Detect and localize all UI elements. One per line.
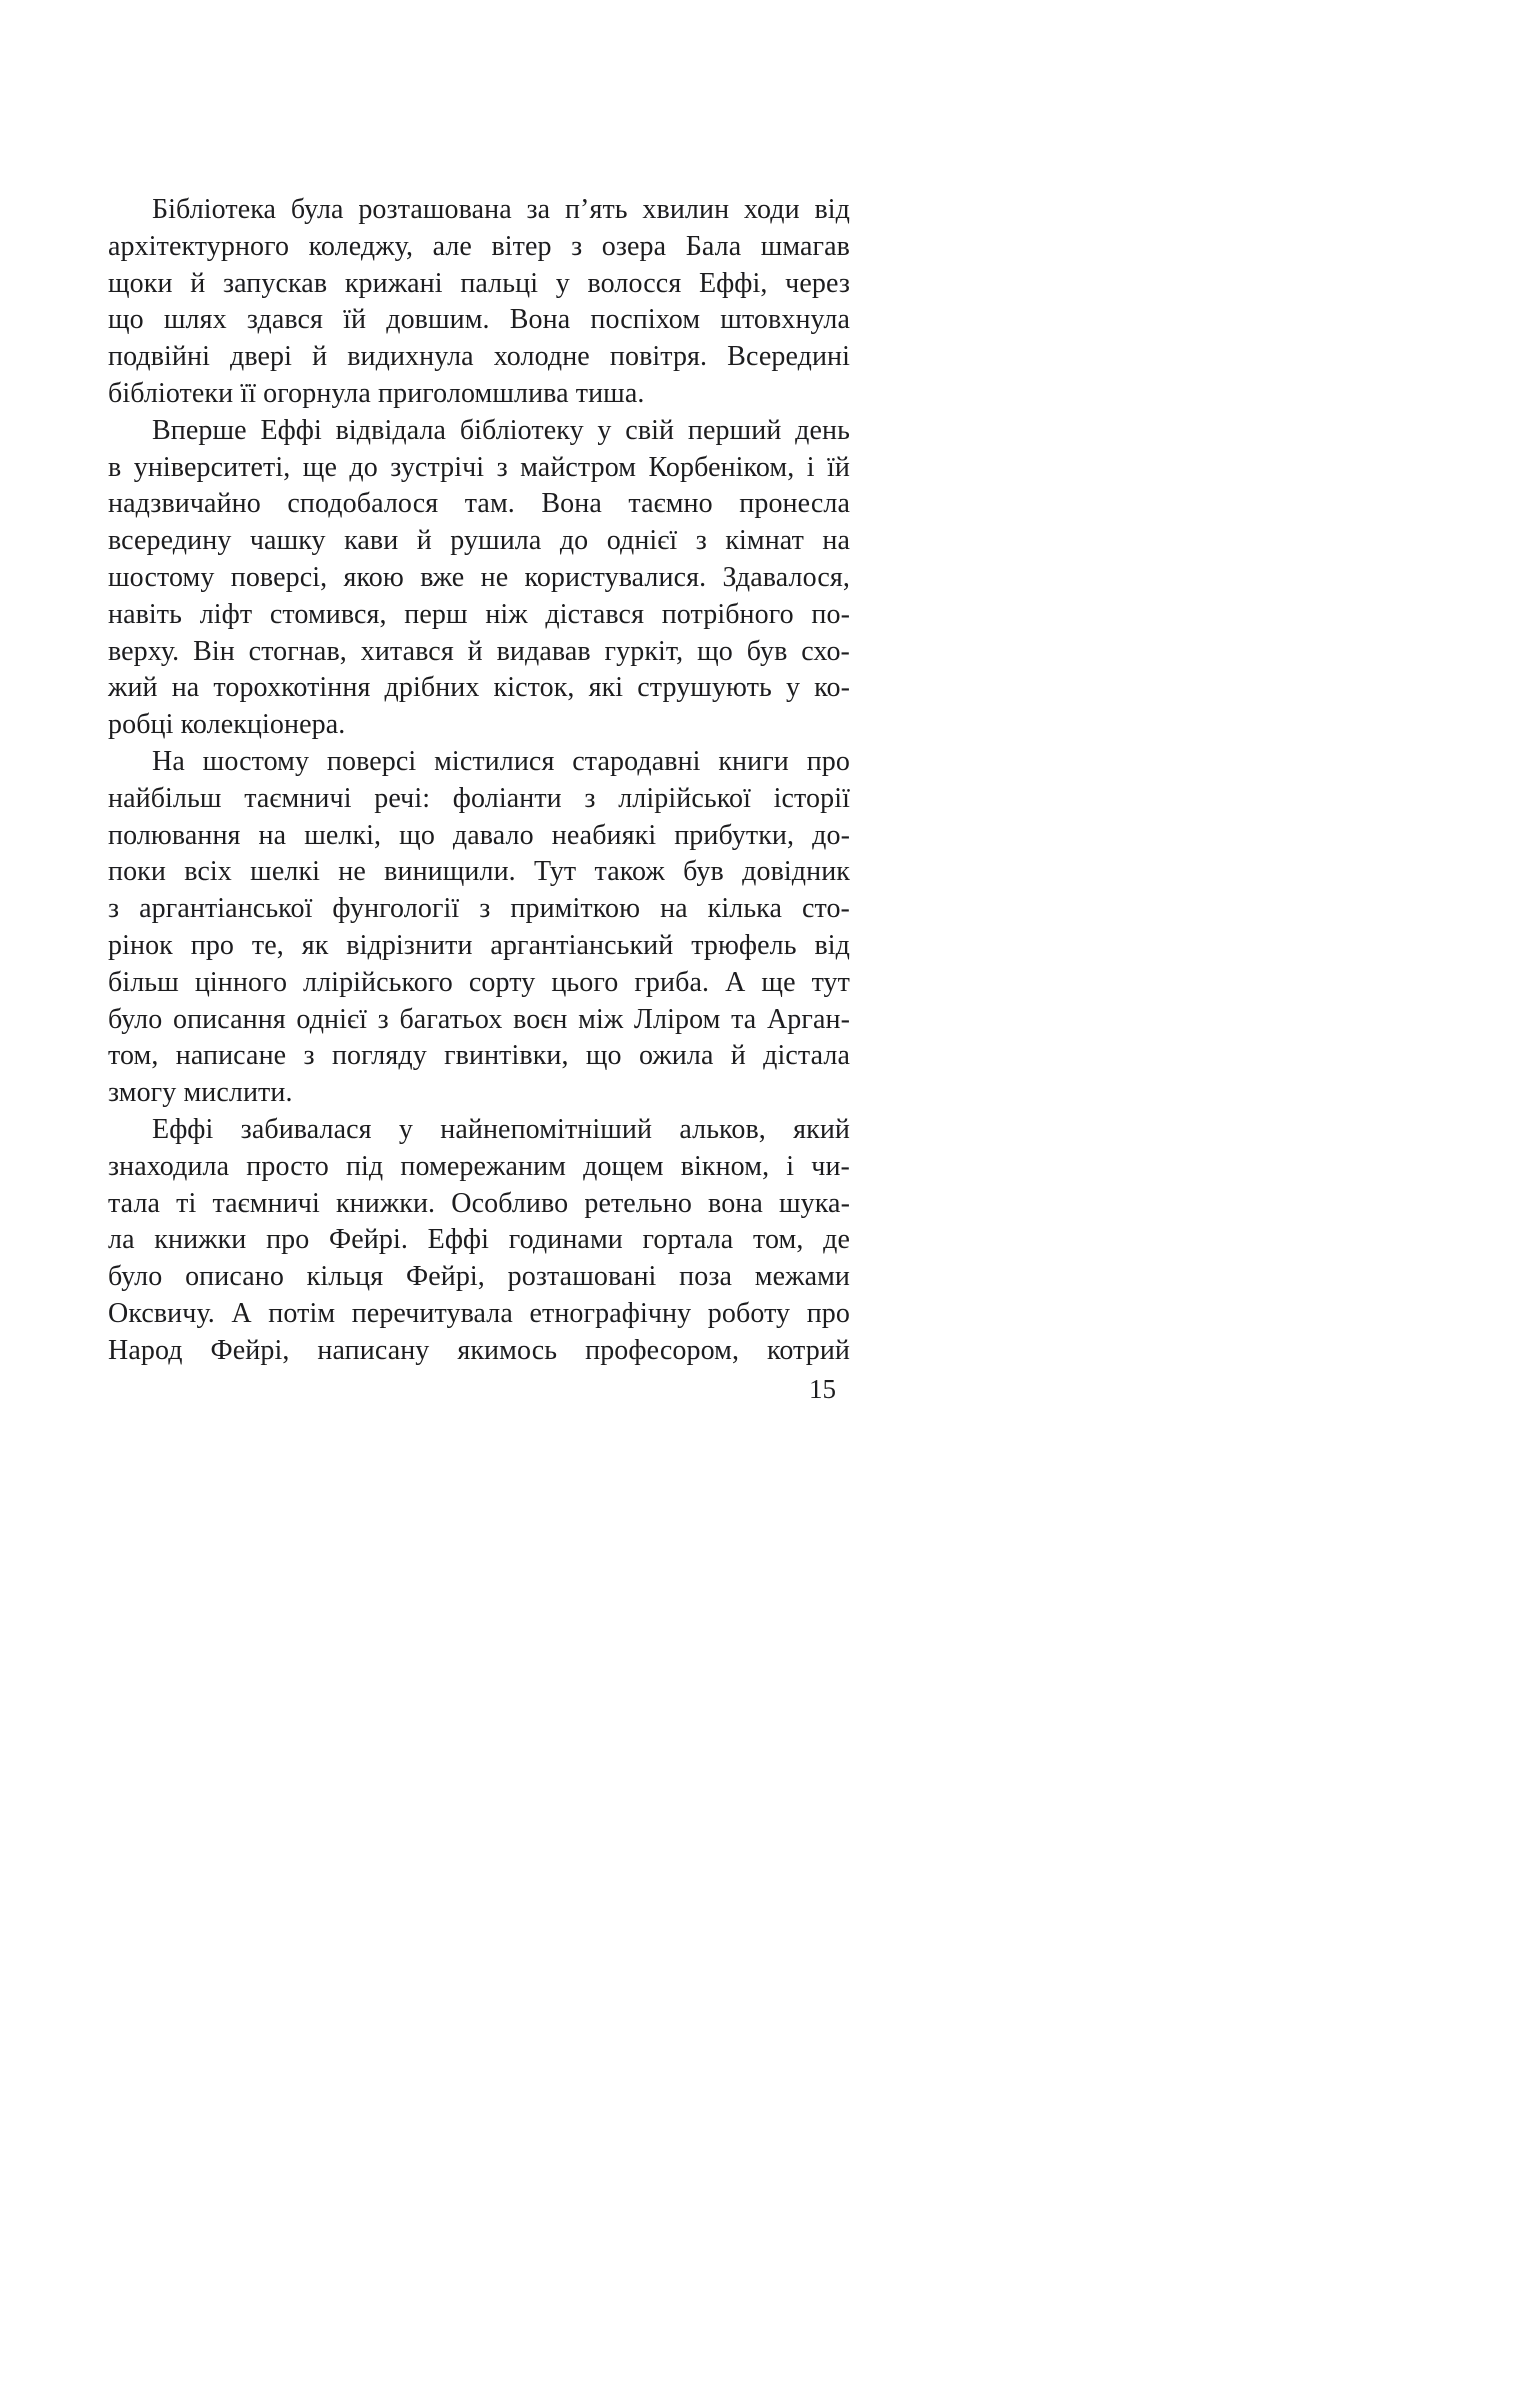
text-line: ла книжки про Фейрі. Еффі годинами гортала том, де	[108, 1224, 850, 1256]
text-line: Бібліотека була розташована за п’ять хвилин ходи від	[152, 194, 850, 225]
text-line: Еффі забивалася у найнепомітніший альков, який	[152, 1113, 850, 1145]
text-line: полювання на шелкі, що давало неабиякі прибутки, до-	[108, 819, 850, 851]
text-line: знаходила просто під помережаним дощем вікном, і чи-	[108, 1150, 850, 1182]
text-line: всередину чашку кави й рушила до однієї з кімнат на	[108, 525, 850, 557]
text-line: з аргантіанської фунгології з приміткою на кілька сто-	[108, 893, 850, 925]
text-line: більш цінного ллірійського сорту цього гриба. А ще тут	[108, 966, 850, 998]
text-line: Народ Фейрі, написану якимось професором, котрий	[108, 1334, 850, 1366]
text-line: Вперше Еффі відвідала бібліотеку у свій перший день	[152, 414, 850, 446]
text-line: найбільш таємничі речі: фоліанти з ллірійської історії	[108, 782, 850, 814]
text-line: архітектурного коледжу, але вітер з озера Бала шмагав	[108, 230, 850, 262]
text-line: в університеті, ще до зустрічі з майстром Корбеніком, і їй	[108, 451, 850, 483]
body-text	[108, 192, 850, 1370]
text-line: жий на торохкотіння дрібних кісток, які струшують у ко-	[108, 672, 850, 704]
text-line: верху. Він стогнав, хитався й видавав гуркіт, що був схо-	[108, 635, 850, 667]
text-line: бібліотеки її огорнула приголомшлива тиша.	[108, 377, 645, 409]
text-line: надзвичайно сподобалося там. Вона таємно пронесла	[108, 488, 850, 520]
text-line: робці колекціонера.	[108, 709, 346, 741]
text-line: тала ті таємничі книжки. Особливо ретельно вона шука-	[108, 1187, 850, 1219]
text-line: щоки й запускав крижані пальці у волосся Еффі, через	[108, 267, 850, 299]
text-line: рінок про те, як відрізнити аргантіанський трюфель від	[108, 929, 850, 961]
text-line: том, написане з погляду гвинтівки, що ожила й дістала	[108, 1040, 850, 1072]
text-line: поки всіх шелкі не винищили. Тут також був довідник	[108, 856, 850, 888]
text-line: навіть ліфт стомився, перш ніж дістався потрібного по-	[108, 598, 850, 630]
text-line: змогу мислити.	[108, 1077, 293, 1109]
text-line: подвійні двері й видихнула холодне повітря. Всередині	[108, 341, 850, 373]
page-number: 15	[809, 1374, 836, 1404]
text-line: Оксвичу. А потім перечитувала етнографічну роботу про	[108, 1297, 850, 1329]
text-line: було описання однієї з багатьох воєн між Лліром та Арган-	[108, 1003, 850, 1035]
text-line: шостому поверсі, якою вже не користувалися. Здавалося,	[108, 561, 850, 593]
text-line: було описано кільця Фейрі, розташовані поза межами	[108, 1261, 850, 1293]
text-line: На шостому поверсі містилися стародавні книги про	[152, 745, 850, 777]
text-line: що шлях здався їй довшим. Вона поспіхом штовхнула	[108, 304, 850, 336]
